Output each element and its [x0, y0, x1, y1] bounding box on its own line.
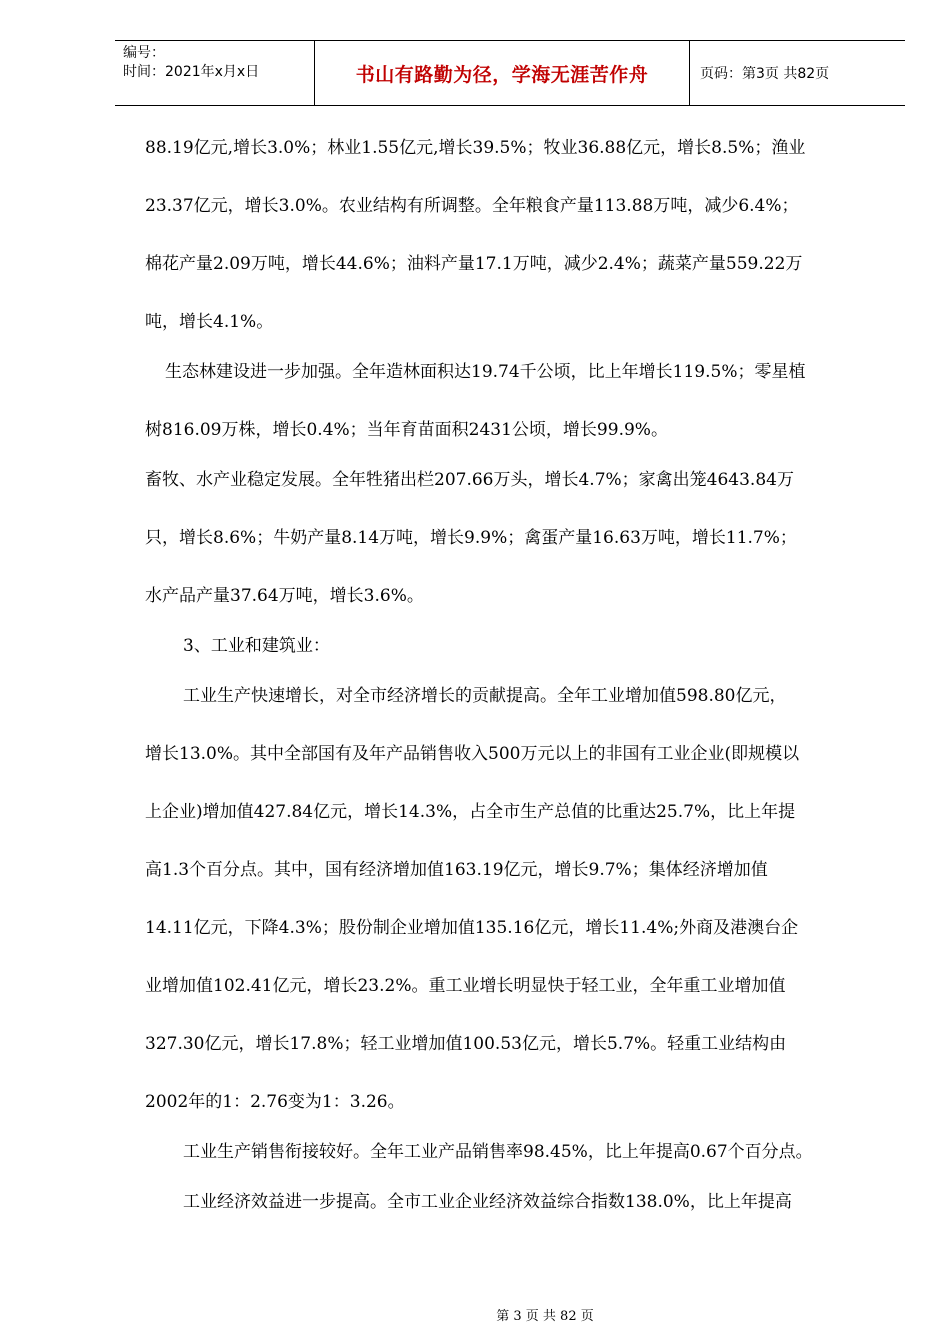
footer-page-number: 第 3 页 共 82 页: [496, 1309, 594, 1324]
text-line: 业增加值102.41亿元，增长23.2%。重工业增长明显快于轻工业，全年重工业增加值: [145, 976, 786, 996]
text-line: 上企业)增加值427.84亿元，增长14.3%，占全市生产总值的比重达25.7%，比上年提: [145, 802, 796, 822]
paragraph-ecology: 生态林建设进一步加强。全年造林面积达19.74千公顷，比上年增长119.5%；零星植: [165, 362, 806, 382]
text-line: 水产品产量37.64万吨，增长3.6%。: [145, 586, 424, 606]
text-line: 23.37亿元，增长3.0%。农业结构有所调整。全年粮食产量113.88万吨，减少6.4%；: [145, 196, 799, 216]
document-time-label: 时间：2021年x月x日: [123, 64, 260, 80]
text-line: 只，增长8.6%；牛奶产量8.14万吨，增长9.9%；禽蛋产量16.63万吨，增长11.7%；: [145, 528, 797, 548]
text-line: 327.30亿元，增长17.8%；轻工业增加值100.53亿元，增长5.7%。轻重工业结构由: [145, 1034, 787, 1054]
header-meta: [115, 41, 315, 105]
document-number-label: 编号：: [123, 45, 165, 61]
paragraph-industry: 工业生产快速增长，对全市经济增长的贡献提高。全年工业增加值598.80亿元，: [183, 686, 787, 706]
paragraph-livestock: 畜牧、水产业稳定发展。全年牲猪出栏207.66万头，增长4.7%；家禽出笼4643.84万: [145, 470, 794, 490]
header-motto: 书山有路勤为径，学海无涯苦作舟: [315, 41, 690, 105]
header-page-number: 页码：第3页 共82页: [700, 66, 830, 82]
paragraph-efficiency: 工业经济效益进一步提高。全市工业企业经济效益综合指数138.0%，比上年提高: [183, 1192, 792, 1212]
text-line: 14.11亿元，下降4.3%；股份制企业增加值135.16亿元，增长11.4%;外商及港澳台企: [145, 918, 799, 938]
text-line: 2002年的1：2.76变为1：3.26。: [145, 1092, 405, 1112]
paragraph-sales: 工业生产销售衔接较好。全年工业产品销售率98.45%，比上年提高0.67个百分点。: [183, 1142, 813, 1162]
text-line: 高1.3个百分点。其中，国有经济增加值163.19亿元，增长9.7%；集体经济增加值: [145, 860, 768, 880]
text-line: 树816.09万株，增长0.4%；当年育苗面积2431公顷，增长99.9%。: [145, 420, 668, 440]
text-line: 棉花产量2.09万吨，增长44.6%；油料产量17.1万吨，减少2.4%；蔬菜产量559.22万: [145, 254, 803, 274]
page-header: [115, 40, 905, 106]
page-footer: [0, 1305, 950, 1324]
text-line: 增长13.0%。其中全部国有及年产品销售收入500万元以上的非国有工业企业(即规模以: [145, 744, 800, 764]
text-line: 吨，增长4.1%。: [145, 312, 274, 332]
text-line: 88.19亿元,增长3.0%；林业1.55亿元,增长39.5%；牧业36.88亿元，增长8.5%；渔业: [145, 138, 806, 158]
section-heading-industry: 3、工业和建筑业：: [183, 636, 330, 656]
